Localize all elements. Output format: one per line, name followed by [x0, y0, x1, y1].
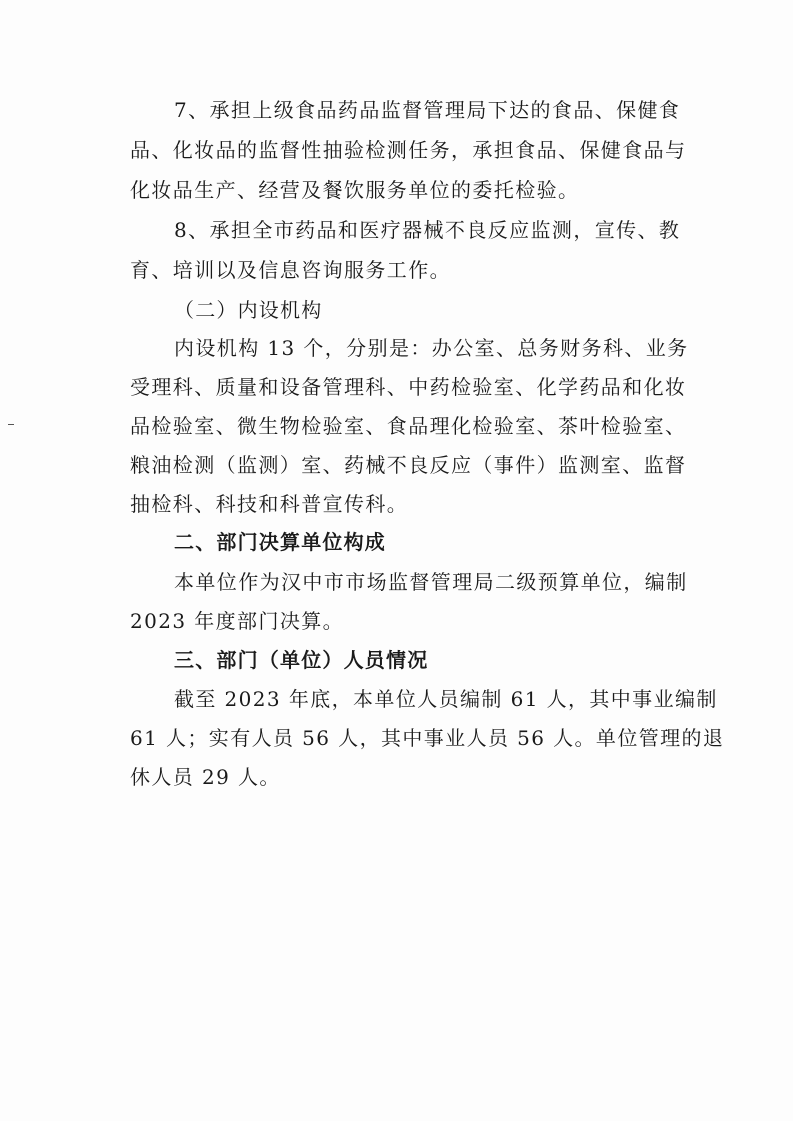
section-3-line-3: 休人员 29 人。: [130, 765, 281, 789]
section-2-heading: 二、部门决算单位构成: [174, 530, 386, 554]
internal-bodies-line-2: 受理科、质量和设备管理科、中药检验室、化学药品和化妆: [130, 375, 687, 399]
section-3-line-1: 截至 2023 年底，本单位人员编制 61 人，其中事业编制: [174, 687, 718, 711]
internal-bodies-line-3: 品检验室、微生物检验室、食品理化检验室、茶叶检验室、: [130, 414, 687, 438]
margin-mark: [8, 424, 14, 425]
paragraph-8-line-1: 8、承担全市药品和医疗器械不良反应监测，宣传、教: [174, 218, 681, 242]
subsection-heading: （二）内设机构: [174, 298, 323, 322]
internal-bodies-line-1: 内设机构 13 个，分别是：办公室、总务财务科、业务: [174, 336, 689, 360]
internal-bodies-line-4: 粮油检测（监测）室、药械不良反应（事件）监测室、监督: [130, 453, 687, 477]
paragraph-8-line-2: 育、培训以及信息咨询服务工作。: [130, 258, 451, 282]
internal-bodies-line-5: 抽检科、科技和科普宣传科。: [130, 492, 409, 516]
paragraph-7-line-1: 7、承担上级食品药品监督管理局下达的食品、保健食: [174, 98, 681, 122]
paragraph-7-line-3: 化妆品生产、经营及餐饮服务单位的委托检验。: [130, 178, 580, 202]
section-3-line-2: 61 人；实有人员 56 人，其中事业人员 56 人。单位管理的退: [130, 726, 725, 750]
section-3-heading: 三、部门（单位）人员情况: [174, 648, 429, 672]
paragraph-7-line-2: 品、化妆品的监督性抽验检测任务，承担食品、保健食品与: [130, 138, 687, 162]
section-2-line-1: 本单位作为汉中市市场监督管理局二级预算单位，编制: [174, 570, 688, 594]
section-2-line-2: 2023 年度部门决算。: [130, 609, 345, 633]
